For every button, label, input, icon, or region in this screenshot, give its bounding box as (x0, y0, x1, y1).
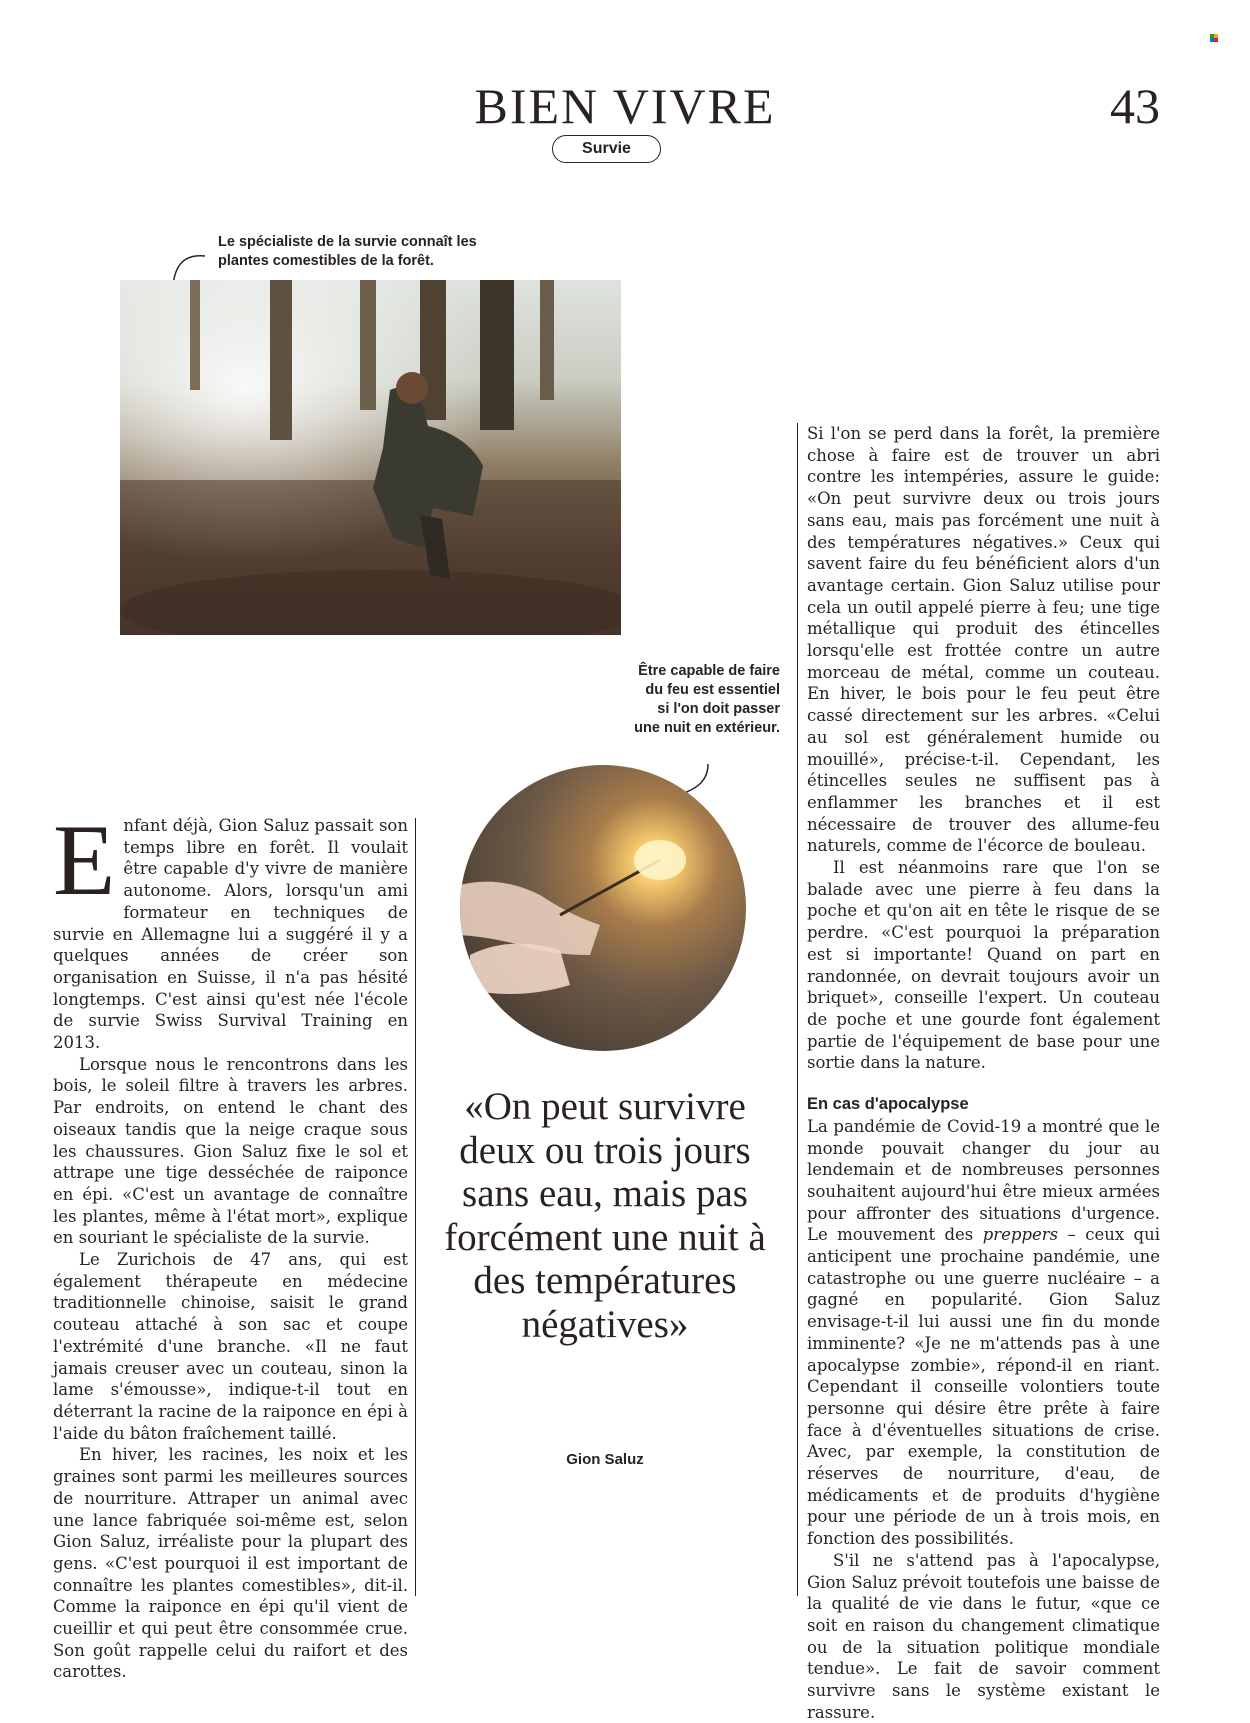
rubric-badge: Survie (552, 135, 661, 163)
article-paragraph: nfant déjà, Gion Saluz passait son temps libre en forêt. Il voulait être capable d'y vivre de manière autonome. Alors, lorsqu'un ami formateur en techniques de survie en Allemagne lui a suggéré il y a quelques années de créer son organisation en Suisse, il n'a pas hésité longtemps. C'est ainsi qu'est née l'école de survie Swiss Survival Training en 2013. (53, 816, 408, 1053)
dropcap: E (53, 804, 116, 917)
pull-quote: «On peut survivre deux ou trois jours sans eau, mais pas forcément une nuit à des températures négatives» (444, 1085, 766, 1346)
pull-quote-author: Gion Saluz (566, 1451, 644, 1468)
forest-photo (120, 280, 621, 635)
preppers-term: preppers (982, 1225, 1059, 1245)
article-paragraph (807, 1116, 1160, 1550)
article-paragraph: En hiver, les racines, les noix et les graines sont parmi les meilleures sources de nourriture. Attraper un animal avec une lance fabriquée soi-même est, selon Gion Saluz, irréaliste pour la plupart des gens. «C'est pourquoi il est important de connaître les plantes comestibles», dit-il. Comme la raiponce en épi qu'il vient de cueillir et qui peut être consommée crue. Son goût rappelle celui du raifort et des carottes. (53, 1445, 408, 1682)
article-paragraph: Le Zurichois de 47 ans, qui est également thérapeute en médecine traditionnelle chinoise, saisit le grand couteau attaché à son sac et coupe l'extrémité d'une branche. «Il ne faut jamais creuser avec un couteau, sinon la lame s'émousse», indique-t-il tout en déterrant la racine de la raiponce en épi à l'aide du bâton fraîchement taillé. (53, 1250, 408, 1443)
page-number: 43 (1110, 78, 1160, 134)
paragraph-text: – ceux qui anticipent une prochaine pandémie, une catastrophe ou une guerre nucléaire – a gagné en popularité. Gion Saluz envisage-t-il lui aussi une fin du monde imminente? «Je ne m'attends pas à une apocalypse zombie», répond-il en riant. Cependant il conseille volontiers toute personne qui désire être prête à faire face à d'éventuelles situations de crise. Avec, par exemple, la constitution de réserves de nourriture, d'eau, de médicaments et de produits d'hygiène pour une période de un à trois mois, en fonction des possibilités. (807, 1225, 1161, 1549)
article-paragraph: S'il ne s'attend pas à l'apocalypse, Gion Saluz prévoit toutefois une baisse de la qualité de vie dans le futur, «que ce soit en raison du changement climatique ou de la situation politique mondiale tendue». Le fait de savoir comment survivre sans le système existant le rassure. (807, 1550, 1160, 1722)
fire-photo-caption: Être capable de faire du feu est essentiel si l'on doit passer une nuit en extérieur. (634, 663, 780, 736)
article-paragraph: Lorsque nous le rencontrons dans les bois, le soleil filtre à travers les arbres. Par endroits, on entend le chant des oiseaux tandis que la neige craque sous les chaussures. Gion Saluz fixe le sol et attrape une tige desséchée de raiponce en épi. «C'est un avantage de connaître les plantes, même à l'état mort», explique en souriant le spécialiste de la survie. (53, 1054, 408, 1248)
article-left-column (53, 804, 408, 1683)
column-divider (415, 818, 416, 1596)
article-paragraph: Si l'on se perd dans la forêt, la première chose à faire est de trouver un abri contre les intempéries, assure le guide: «On peut survivre deux ou trois jours sans eau, mais pas forcément une nuit à des températures négatives.» Ceux qui savent faire du feu bénéficient alors d'un avantage certain. Gion Saluz utilise pour cela un outil appelé pierre à feu; une tige métallique qui produit des étincelles lorsqu'elle est frottée contre un autre morceau de métal, comme un couteau. En hiver, le bois pour le feu peut être cassé directement sur les arbres. «Celui au sol est généralement humide ou mouillé», précise-t-il. Cependant, les étincelles seules ne suffisent pas à enflammer les branches et il est nécessaire de trouver des allume-feu naturels, comme de l'écorce de bouleau. (807, 424, 1160, 856)
article-paragraph: Il est néanmoins rare que l'on se balade avec une pierre à feu dans la poche et qu'on ait en tête le risque de se perdre. «C'est pourquoi la préparation est si importante! Quand on part en randonnée, on devrait toujours avoir un briquet», conseille l'expert. Un couteau de poche et une gourde font également partie de l'équipement de base pour une sortie dans la nature. (807, 858, 1160, 1073)
column-divider (797, 423, 798, 1596)
paragraph-text: La pandémie de Covid-19 a montré que le monde pouvait changer du jour au lendemain et de nombreuses personnes souhaitent aujourd'hui être mieux armées pour affronter des situations d'urgence. Le mouvement des (807, 1116, 1160, 1245)
forest-scene (120, 280, 621, 635)
forest-photo-caption: Le spécialiste de la survie connaît les plantes comestibles de la forêt. (218, 234, 477, 269)
article-subhead: En cas d'apocalypse (807, 1095, 969, 1114)
corner-color-mark (1210, 34, 1218, 42)
corner-mark-red (1214, 38, 1218, 42)
article-right-column (807, 423, 1160, 1723)
fire-photo (460, 765, 746, 1051)
fire-scene (460, 765, 746, 1051)
section-title: BIEN VIVRE (474, 78, 776, 134)
